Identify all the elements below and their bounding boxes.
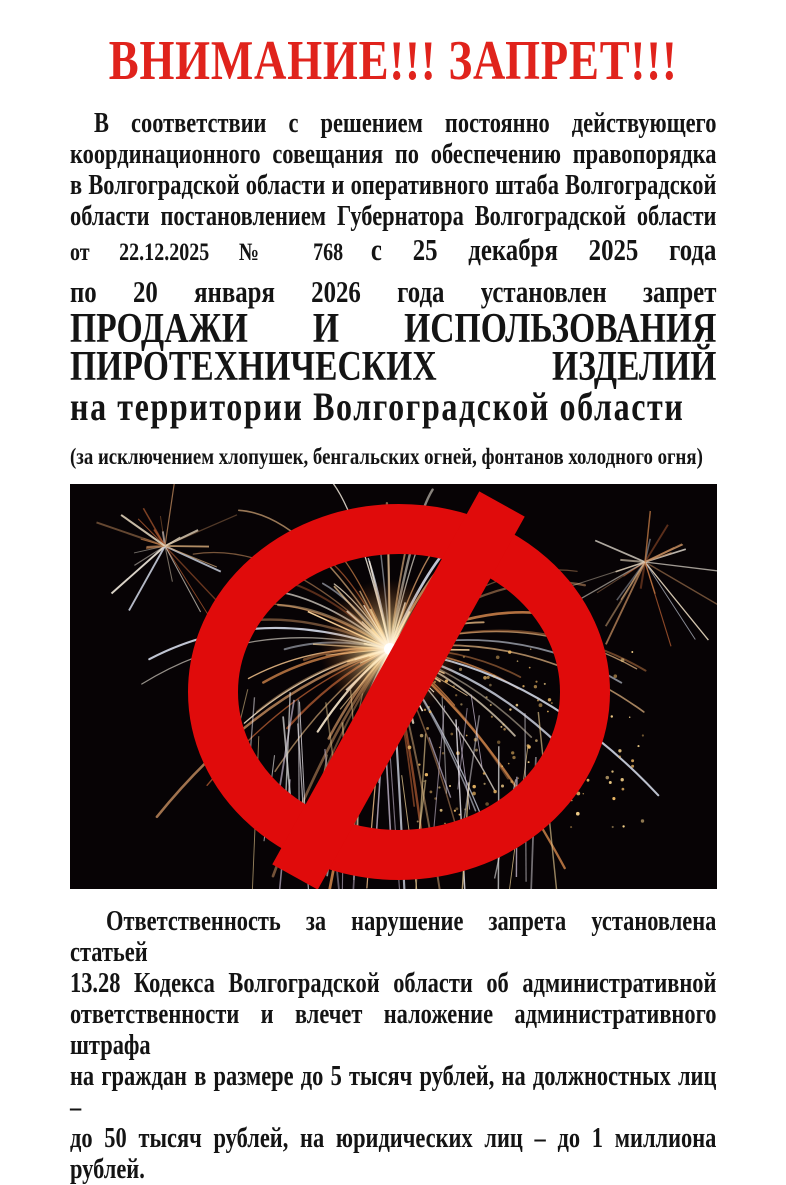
intro-paragraph [70, 108, 716, 428]
attention-title: ВНИМАНИЕ!!! ЗАПРЕТ!!! [108, 30, 678, 92]
fireworks-photo [70, 484, 717, 889]
intro-line-4: области постановлением Губернатора Волгоградской области [70, 201, 717, 232]
decree-number: от 22.12.2025 № 768 [70, 239, 344, 266]
decree-line [70, 232, 716, 274]
liability-line-4: на граждан в размере до 5 тысяч рублей, на должностных лиц – [70, 1061, 717, 1123]
liability-paragraph [70, 906, 716, 1185]
fireworks-illustration [70, 484, 717, 889]
ban-object-line: ПИРОТЕХНИЧЕСКИХ ИЗДЕЛИЙ [70, 344, 717, 390]
liability-line-5: до 50 тысяч рублей, на юридических лиц – до 1 миллиона рублей. [70, 1123, 717, 1185]
liability-line-3: ответственности и влечет наложение административного штрафа [70, 999, 717, 1061]
intro-line-1: В соответствии с решением постоянно действующего [94, 108, 717, 139]
exception-note: (за исключением хлопушек, бенгальских огней, фонтанов холодного огня) [70, 444, 703, 470]
intro-line-2: координационного совещания по обеспечению правопорядка [70, 139, 717, 170]
decree-date-from: с 25 декабря 2025 года [370, 232, 717, 267]
intro-line-3: в Волгоградской области и оперативного штаба Волгоградской [70, 170, 717, 201]
territory-line: на территории Волгоградской области [70, 384, 685, 429]
ban-period-line: по 20 января 2026 года установлен запрет [70, 274, 717, 309]
poster-page [0, 30, 786, 1185]
ban-action-line: ПРОДАЖИ И ИСПОЛЬЗОВАНИЯ [70, 306, 717, 352]
liability-line-2: 13.28 Кодекса Волгоградской области об административной [70, 968, 717, 999]
liability-line-1: Ответственность за нарушение запрета установлена статьей [70, 906, 717, 968]
